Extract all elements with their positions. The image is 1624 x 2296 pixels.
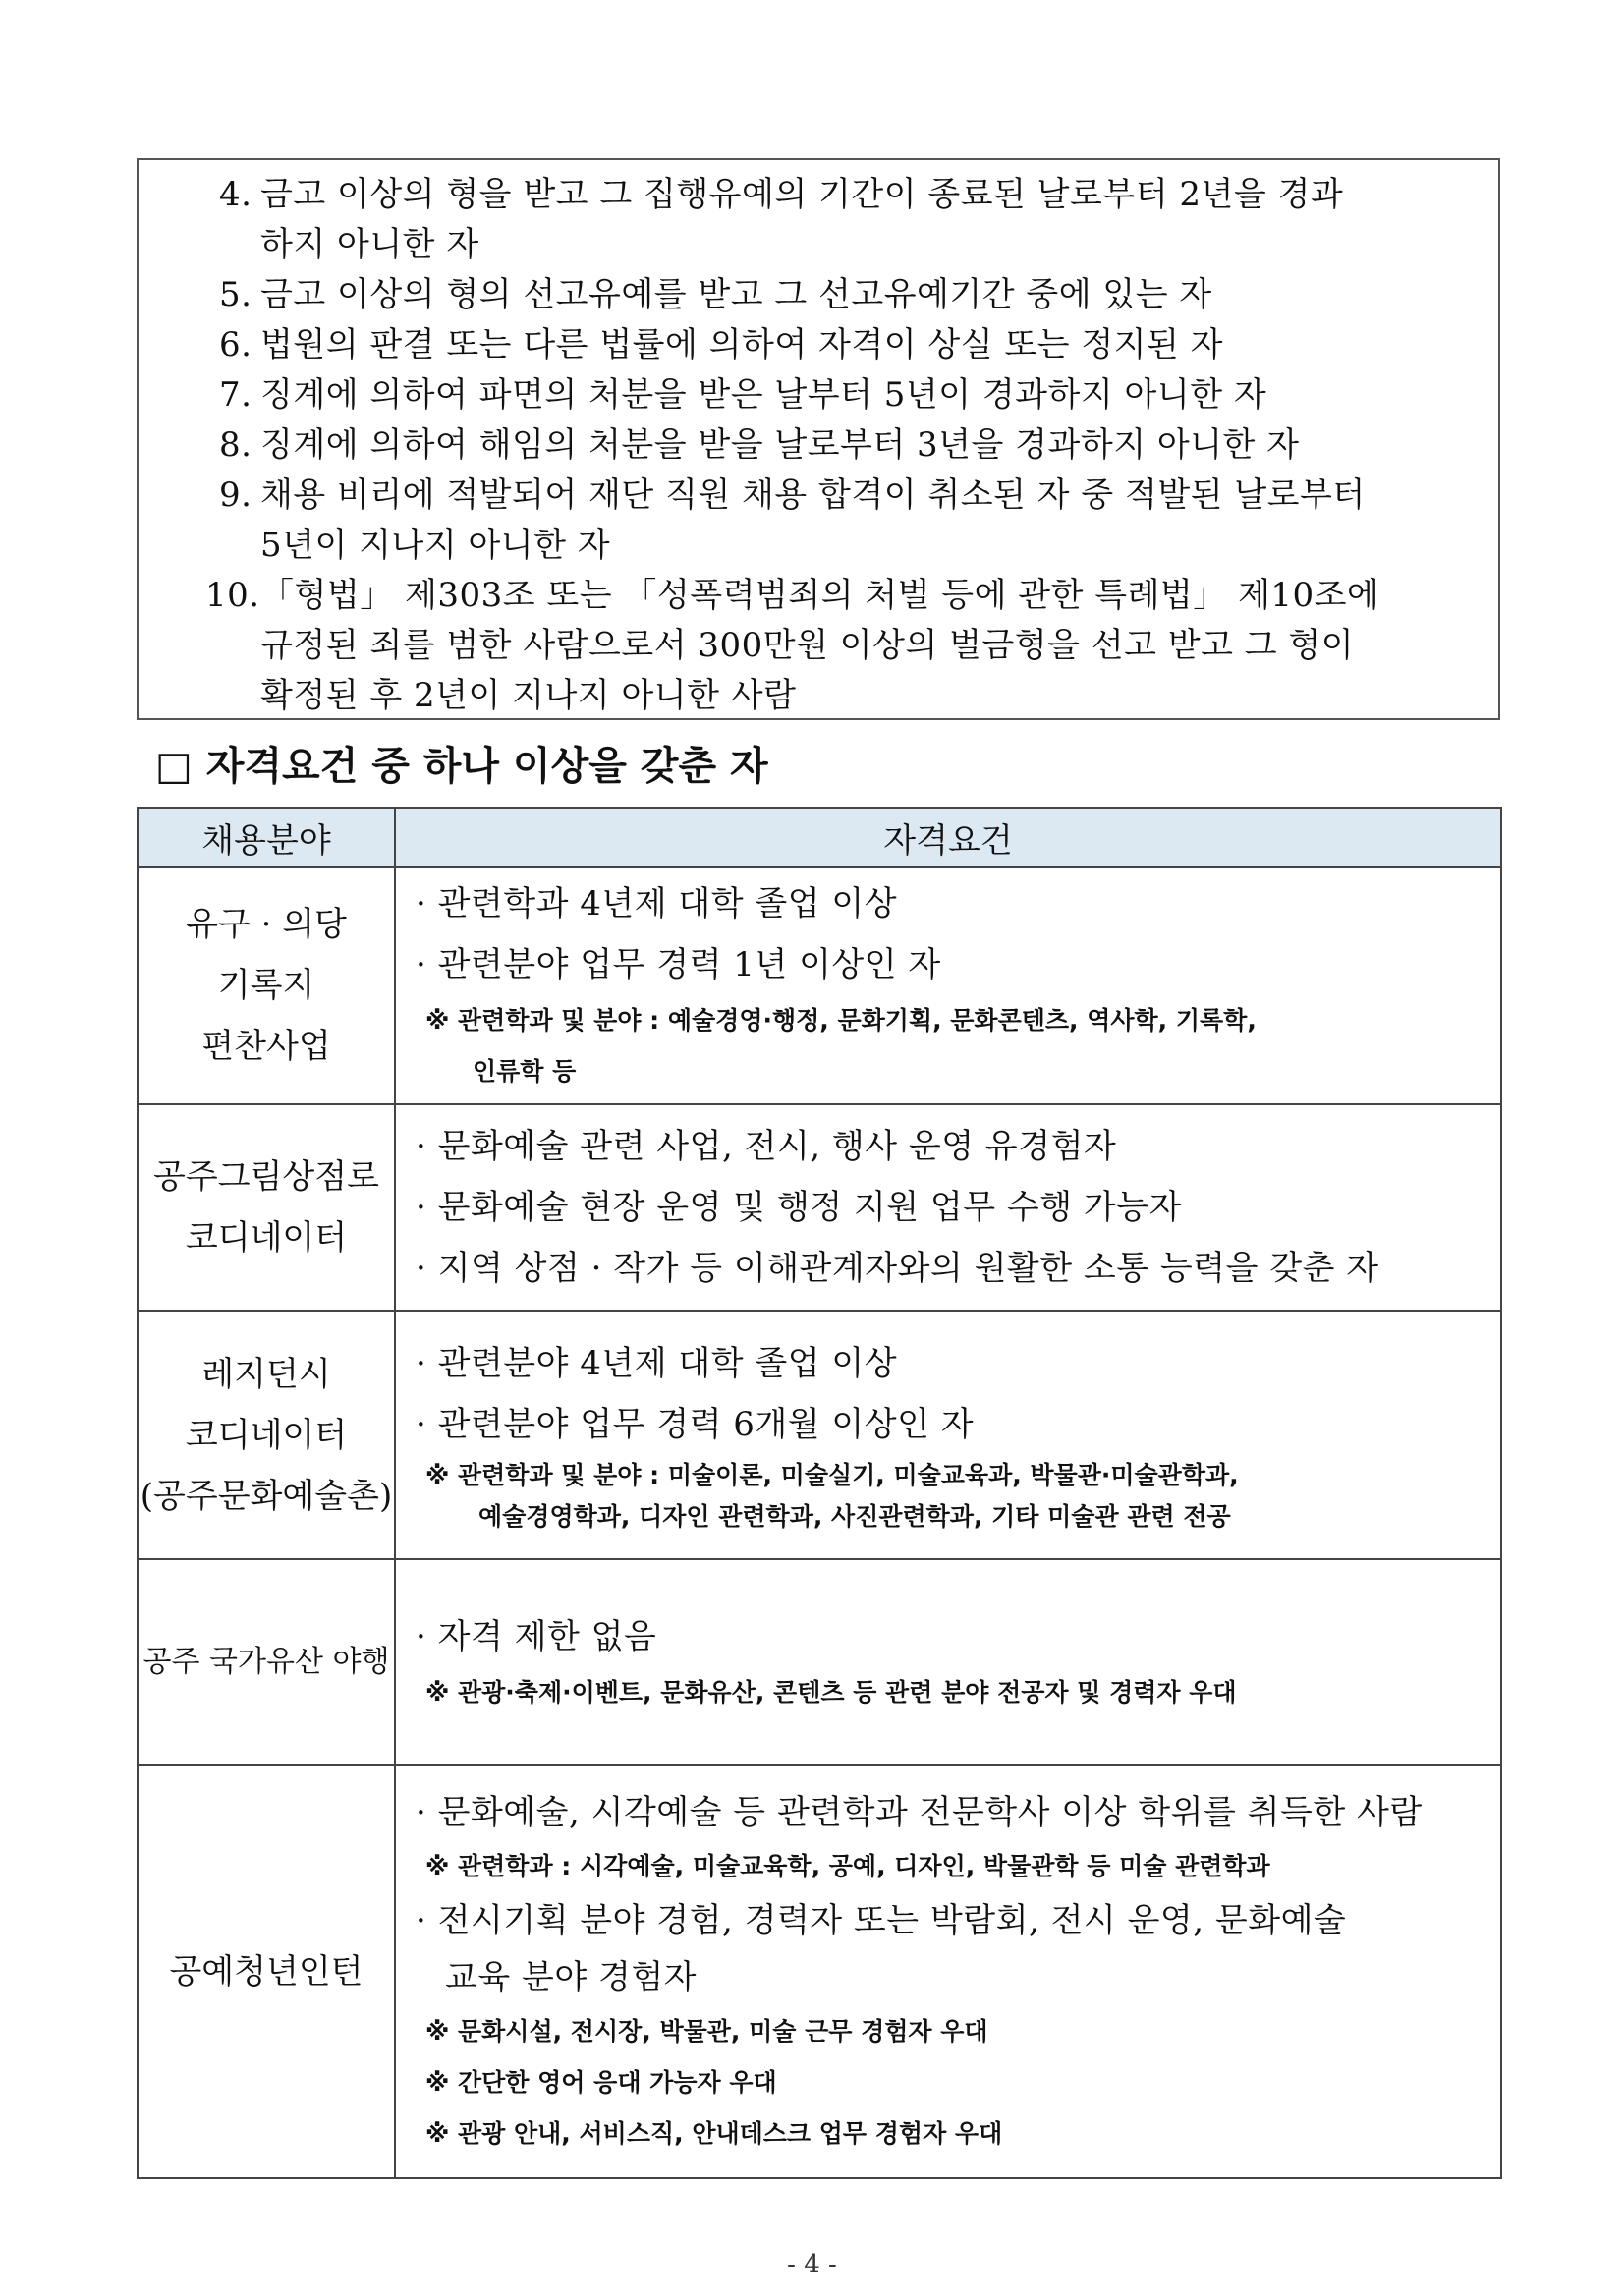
list-item [178, 320, 1223, 370]
item-text: 「형법」 제303조 또는 「성폭력범죄의 처벌 등에 관한 특례법」 제10조에 [260, 576, 1380, 615]
requirement-note: ※ 관광 안내, 서비스직, 안내데스크 업무 경험자 우대 [425, 2119, 1003, 2148]
item-number: 7. [219, 375, 252, 415]
list-item [178, 571, 1379, 721]
table-row [138, 867, 1501, 1104]
list-item [178, 170, 1343, 270]
item-text: 금고 이상의 형을 받고 그 집행유예의 기간이 종료된 날로부터 2년을 경과 [260, 175, 1344, 214]
list-item [178, 420, 1300, 471]
item-number: 8. [219, 425, 252, 465]
requirement-bullet: · 관련분야 업무 경력 6개월 이상인 자 [416, 1404, 975, 1444]
requirement-bullet: 교육 분야 경험자 [445, 1958, 698, 1997]
requirement-bullet: · 문화예술, 시각예술 등 관련학과 전문학사 이상 학위를 취득한 사람 [416, 1793, 1423, 1832]
requirement-note: ※ 관광·축제·이벤트, 문화유산, 콘텐츠 등 관련 분야 전공자 및 경력자 우대 [425, 1678, 1237, 1707]
requirement-bullet: · 전시기획 분야 경험, 경력자 또는 박람회, 전시 운영, 문화예술 [416, 1901, 1347, 1940]
requirement-bullet: · 지역 상점 · 작가 등 이해관계자와의 원활한 소통 능력을 갖춘 자 [416, 1249, 1379, 1288]
field-cell [138, 1559, 395, 1765]
item-number: 5. [219, 275, 252, 314]
field-line: 기록지 [217, 966, 315, 1005]
item-number: 10. [205, 576, 260, 615]
item-text: 징계에 의하여 파면의 처분을 받은 날부터 5년이 경과하지 아니한 자 [260, 375, 1267, 415]
requirement-note: ※ 관련학과 및 분야 : 미술이론, 미술실기, 미술교육과, 박물관·미술관학과, [425, 1460, 1239, 1489]
field-line: 유구 · 의당 [186, 905, 347, 944]
header-requirements: 자격요건 [395, 808, 1501, 867]
requirements-cell [395, 867, 1501, 1104]
requirement-note: ※ 관련학과 : 시각예술, 미술교육학, 공예, 디자인, 박물관학 등 미술 관련학과 [425, 1852, 1270, 1880]
section-heading: □ 자격요건 중 하나 이상을 갖춘 자 [155, 744, 768, 789]
field-line: 공주 국가유산 야행 [142, 1645, 390, 1679]
requirement-bullet: · 자격 제한 없음 [416, 1617, 657, 1656]
field-line: 공예청년인턴 [169, 1952, 364, 1991]
requirements-cell [395, 1104, 1501, 1311]
item-text: 금고 이상의 형의 선고유예를 받고 그 선고유예기간 중에 있는 자 [260, 275, 1212, 314]
item-text: 채용 비리에 적발되어 재단 직원 채용 합격이 취소된 자 중 적발된 날로부터 [260, 476, 1366, 515]
requirement-bullet: · 관련학과 4년제 대학 졸업 이상 [416, 884, 898, 924]
list-item [178, 270, 1212, 320]
header-field: 채용분야 [138, 808, 395, 867]
requirement-note: 예술경영학과, 디자인 관련학과, 사진관련학과, 기타 미술관 관련 전공 [478, 1501, 1231, 1531]
requirements-cell [395, 1311, 1501, 1559]
field-cell [138, 1765, 395, 2178]
disqualification-box [137, 158, 1500, 720]
list-item [178, 370, 1266, 420]
requirement-note: 인류학 등 [473, 1057, 577, 1086]
item-text: 징계에 의하여 해임의 처분을 받을 날로부터 3년을 경과하지 아니한 자 [260, 425, 1300, 465]
item-text: 법원의 판결 또는 다른 법률에 의하여 자격이 상실 또는 정지된 자 [260, 325, 1224, 364]
field-line: (공주문화예술촌) [140, 1476, 393, 1516]
item-number: 4. [219, 175, 252, 214]
field-line: 편찬사업 [201, 1027, 331, 1066]
requirement-bullet: · 문화예술 관련 사업, 전시, 행사 운영 유경험자 [416, 1127, 1117, 1166]
field-line: 공주그림상점로 [153, 1157, 379, 1197]
item-text: 확정된 후 2년이 지나지 아니한 사람 [260, 676, 797, 715]
requirements-cell [395, 1765, 1501, 2178]
table-row [138, 1559, 1501, 1765]
requirement-note: ※ 간단한 영어 응대 가능자 우대 [425, 2068, 777, 2097]
item-number: 9. [219, 476, 252, 515]
requirement-note: ※ 문화시설, 전시장, 박물관, 미술 근무 경험자 우대 [425, 2017, 988, 2045]
list-item [178, 471, 1366, 571]
requirements-table [137, 807, 1502, 2179]
table-row [138, 1104, 1501, 1311]
field-line: 코디네이터 [185, 1218, 348, 1258]
item-text: 5년이 지나지 아니한 자 [260, 526, 611, 565]
field-cell [138, 867, 395, 1104]
requirements-cell [395, 1559, 1501, 1765]
requirement-bullet: · 문화예술 현장 운영 및 행정 지원 업무 수행 가능자 [416, 1188, 1182, 1227]
field-line: 코디네이터 [185, 1415, 348, 1455]
field-cell [138, 1104, 395, 1311]
requirement-note: ※ 관련학과 및 분야 : 예술경영·행정, 문화기획, 문화콘텐츠, 역사학, 기록학, [425, 1006, 1257, 1035]
table-row [138, 1311, 1501, 1559]
field-cell [138, 1311, 395, 1559]
table-header-row [138, 808, 1501, 867]
requirement-bullet: · 관련분야 업무 경력 1년 이상인 자 [416, 945, 941, 984]
item-text: 규정된 죄를 범한 사람으로서 300만원 이상의 벌금형을 선고 받고 그 형이 [260, 626, 1355, 665]
field-line: 레지던시 [201, 1354, 331, 1394]
requirement-bullet: · 관련분야 4년제 대학 졸업 이상 [416, 1343, 898, 1383]
table-row [138, 1765, 1501, 2178]
item-number: 6. [219, 325, 252, 364]
page-number: - 4 - [787, 2250, 837, 2279]
item-text: 하지 아니한 자 [260, 225, 479, 264]
